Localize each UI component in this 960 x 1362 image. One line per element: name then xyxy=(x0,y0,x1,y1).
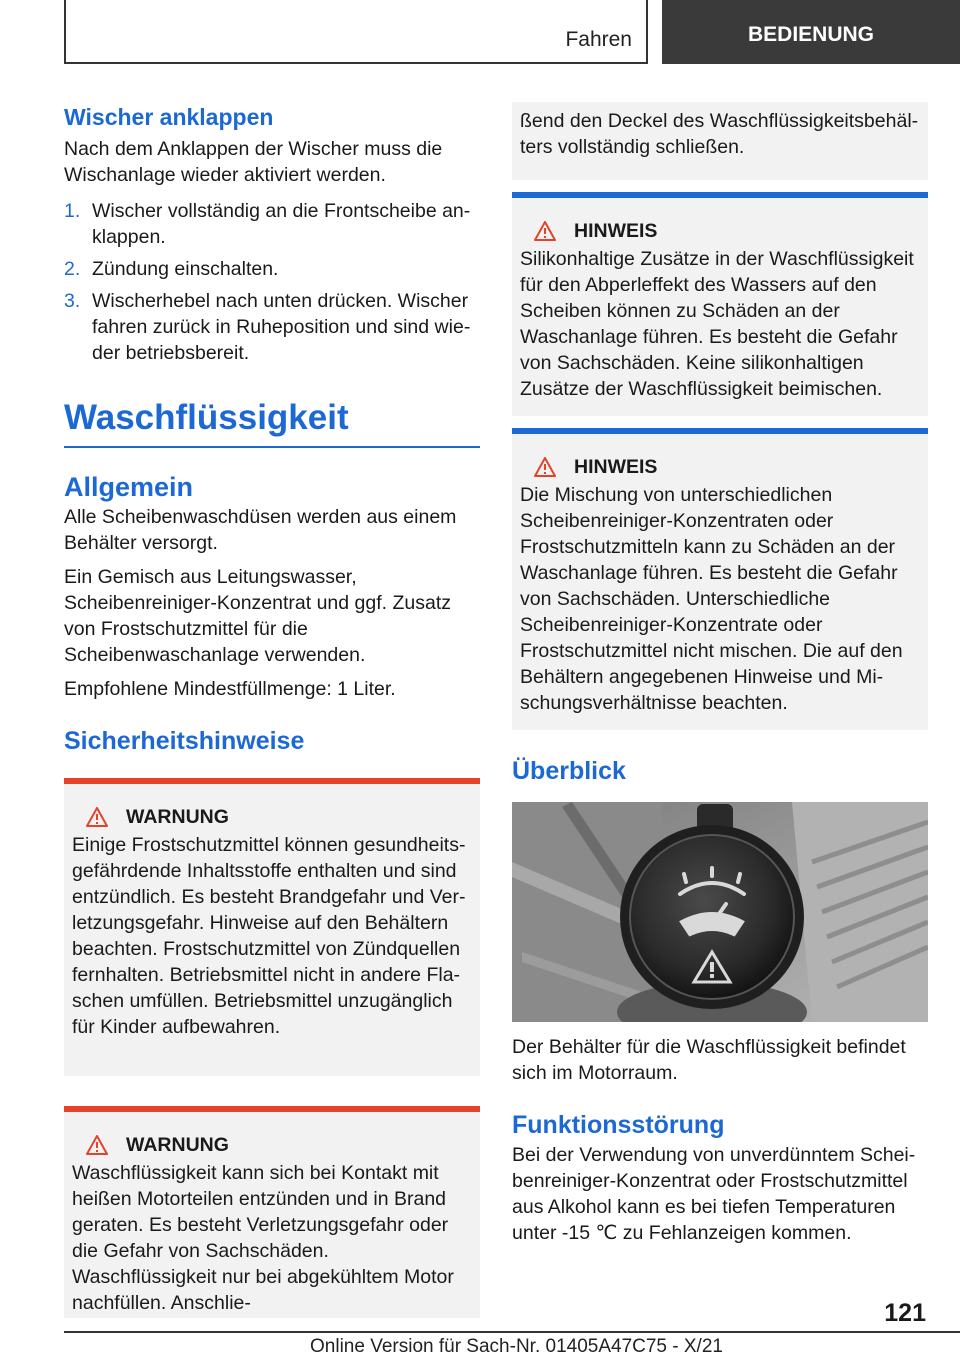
warning-triangle-icon xyxy=(534,221,556,241)
hint-box xyxy=(512,192,928,416)
warning-label: WARNUNG xyxy=(126,806,229,828)
step-text: Zündung einschalten. xyxy=(92,258,279,280)
hint-text: Silikonhaltige Zusätze in der Waschflüssigkeit für den Abperleffekt des Wassers auf den Scheiben können zu Schäden an der Waschanlage führen. Es besteht die Gefahr von Sachschäden. Keine silikonhaltigen Zusätze der Waschflüssigkeit beimischen. xyxy=(520,248,914,400)
malfunction-text: Bei der Verwendung von unverdünntem Scheibenreiniger-Konzentrat oder Frostschutzmittel aus Alkohol kann es bei tiefen Temperaturen unter -15 ℃ zu Fehlanzeigen kommen. xyxy=(512,1144,916,1244)
safety-heading: Sicherheitshinweise xyxy=(64,727,305,755)
malfunction-heading: Funktionsstörung xyxy=(512,1111,725,1139)
steps-list xyxy=(64,198,480,366)
overview-heading: Überblick xyxy=(512,757,626,785)
hint-label: HINWEIS xyxy=(574,456,658,478)
section-tab: BEDIENUNG xyxy=(662,0,960,64)
step-text: Wischerhebel nach unten drücken. Wischer fahren zurück in Ruheposition und sind wieder betriebsbereit. xyxy=(92,290,471,364)
wischer-heading: Wischer anklappen xyxy=(64,104,274,130)
allgemein-paragraph-2: Ein Gemisch aus Leitungswasser, Scheibenreiniger-Konzentrat und ggf. Zusatz von Frostschutzmittel für die Scheibenwaschanlage verwenden. xyxy=(64,566,451,666)
chapter-title: Fahren xyxy=(565,28,632,51)
hint-label: HINWEIS xyxy=(574,220,658,242)
list-item xyxy=(64,256,480,282)
step-text: Wischer vollständig an die Frontscheibe anklappen. xyxy=(92,200,471,248)
step-number: 1. xyxy=(64,200,81,222)
washer-fluid-reservoir-photo xyxy=(512,802,928,1022)
warning-text: Einige Frostschutzmittel können gesundheitsgefährdende Inhaltsstoffe enthalten und sind entzündlich. Es besteht Brandgefahr und Verletzungsgefahr. Hinweise auf den Behältern beachten. Frostschutzmittel von Zündquellen fernhalten. Betriebsmittel nicht in andere Flaschen umfüllen. Betriebsmittel unzugänglich für Kinder aufbewahren. xyxy=(72,834,466,1038)
wischer-intro: Nach dem Anklappen der Wischer muss die Wischanlage wieder aktiviert werden. xyxy=(64,138,443,186)
page-number: 121 xyxy=(884,1299,926,1327)
main-heading: Waschflüssigkeit xyxy=(64,396,480,448)
step-number: 3. xyxy=(64,290,81,312)
right-column xyxy=(512,102,928,1246)
photo-caption: Der Behälter für die Waschflüssigkeit befindet sich im Motorraum. xyxy=(512,1036,906,1084)
list-item xyxy=(64,288,480,366)
list-item xyxy=(64,198,480,250)
online-version-text: Online Version für Sach-Nr. 01405A47C75 - X/21 xyxy=(310,1336,723,1357)
allgemein-paragraph-3: Empfohlene Mindestfüllmenge: 1 Liter. xyxy=(64,678,396,700)
step-number: 2. xyxy=(64,258,81,280)
warning-triangle-icon xyxy=(86,807,108,827)
footer-divider xyxy=(64,1331,960,1333)
warning-triangle-icon xyxy=(534,457,556,477)
warning-box xyxy=(64,1106,480,1318)
warning-label: WARNUNG xyxy=(126,1134,229,1156)
warning-box xyxy=(64,778,480,1076)
hint-text: Die Mischung von unterschiedlichen Scheibenreiniger-Konzentraten oder Frostschutzmitteln kann zu Schäden an der Waschanlage führen. Es besteht die Gefahr von Sachschäden. Unterschiedliche Scheibenreiniger-Konzentrate oder Frostschutzmittel nicht mischen. Die auf den Behältern angegebenen Hinweise und Mischungsverhältnisse beachten. xyxy=(520,484,903,714)
warning-continuation-text: ßend den Deckel des Waschflüssigkeitsbehälters vollständig schließen. xyxy=(520,110,919,158)
hint-box xyxy=(512,428,928,730)
left-column xyxy=(64,102,480,1318)
warning-text: Waschflüssigkeit kann sich bei Kontakt mit heißen Motorteilen entzünden und in Brand geraten. Es besteht Verletzungsgefahr oder die Gefahr von Sachschäden. Waschflüssigkeit nur bei abgekühltem Motor nachfüllen. Anschlie- xyxy=(72,1162,454,1314)
allgemein-paragraph-1: Alle Scheibenwaschdüsen werden aus einem Behälter versorgt. xyxy=(64,506,457,554)
allgemein-heading: Allgemein xyxy=(64,472,194,502)
warning-triangle-icon xyxy=(86,1135,108,1155)
header-frame xyxy=(64,0,648,64)
warning-continuation-box xyxy=(512,102,928,180)
